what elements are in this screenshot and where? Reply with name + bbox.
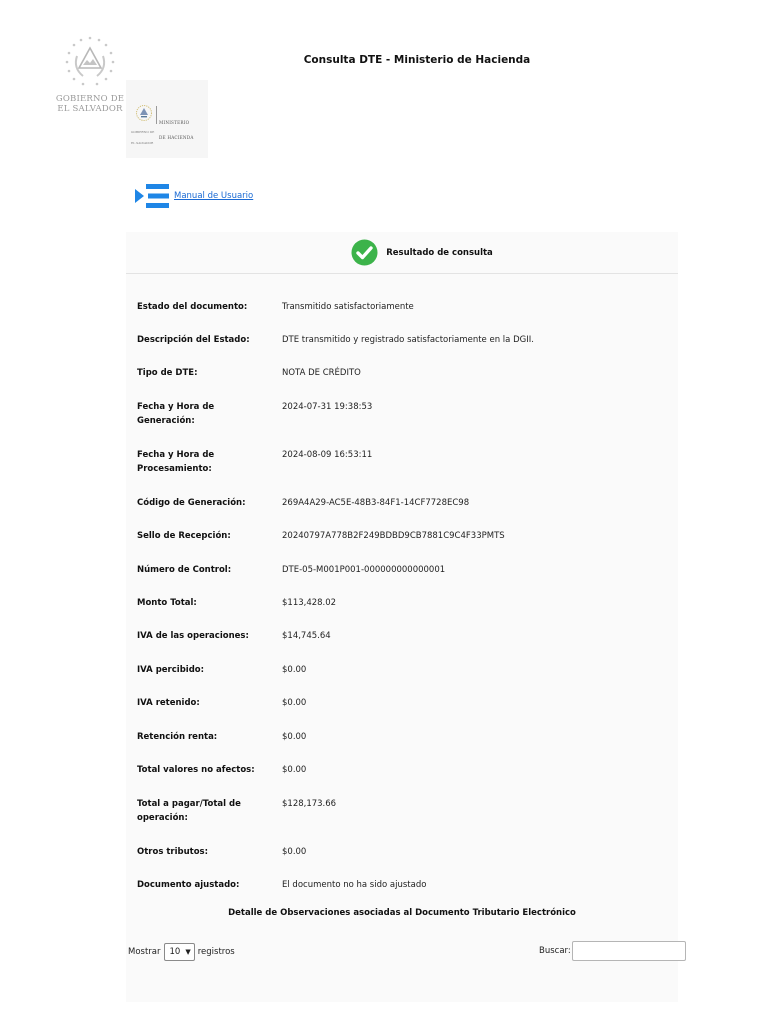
- documento-ajustado-label: Documento ajustado:: [137, 880, 240, 890]
- chevron-down-icon: ▼: [185, 948, 191, 956]
- monto-total-label: Monto Total:: [137, 598, 197, 608]
- ministerio-hacienda-logo: [126, 80, 208, 158]
- descripcion-value: DTE transmitido y registrado satisfactoriamente en la DGII.: [282, 335, 534, 345]
- gov-logo-line2: EL SALVADOR: [57, 104, 123, 114]
- codigo-generacion-label: Código de Generación:: [137, 498, 246, 508]
- tipo-dte-value: NOTA DE CRÉDITO: [282, 368, 361, 378]
- page-title: Consulta DTE - Ministerio de Hacienda: [303, 54, 531, 66]
- logo-divider: [156, 106, 157, 124]
- page-length-select[interactable]: [164, 943, 195, 961]
- search-input[interactable]: [572, 941, 686, 961]
- numero-control-value: DTE-05-M001P001-000000000000001: [282, 565, 446, 575]
- page-length-value: 10: [169, 947, 181, 957]
- retencion-renta-label: Retención renta:: [137, 732, 218, 742]
- search-control: [539, 941, 686, 961]
- monto-total-value: $113,428.02: [282, 598, 337, 608]
- valores-no-afectos-label: Total valores no afectos:: [137, 765, 255, 775]
- total-pagar-label: Total a pagar/Total de operación:: [137, 799, 241, 823]
- mh-logo-line2: DE HACIENDA: [159, 135, 194, 140]
- iva-operaciones-value: $14,745.64: [282, 631, 331, 641]
- ministerio-seal-icon: [135, 104, 153, 122]
- tipo-dte-label: Tipo de DTE:: [137, 368, 198, 378]
- check-circle-icon: [351, 239, 378, 266]
- iva-retenido-value: $0.00: [282, 698, 307, 708]
- mh-logo-line1: MINISTERIO: [159, 120, 190, 125]
- iva-percibido-value: $0.00: [282, 665, 307, 675]
- fecha-procesamiento-label: Fecha y Hora de Procesamiento:: [137, 450, 215, 474]
- page-length-control: [128, 943, 235, 961]
- manual-de-usuario[interactable]: [134, 180, 253, 212]
- fecha-procesamiento-value: 2024-08-09 16:53:11: [282, 450, 373, 460]
- fecha-generacion-value: 2024-07-31 19:38:53: [282, 402, 373, 412]
- gov-logo-line1: GOBIERNO DE: [55, 94, 125, 104]
- sello-recepcion-value: 20240797A778B2F249BDBD9CB7881C9C4F33PMTS: [282, 531, 505, 541]
- result-title: Resultado de consulta: [386, 247, 493, 258]
- observaciones-title: Detalle de Observaciones asociadas al Documento Tributario Electrónico: [228, 908, 576, 918]
- manual-de-usuario-link[interactable]: Manual de Usuario: [174, 191, 254, 201]
- mh-logo-sub2: EL SALVADOR: [131, 140, 154, 145]
- otros-tributos-label: Otros tributos:: [137, 847, 209, 857]
- iva-percibido-label: IVA percibido:: [137, 665, 205, 675]
- mh-logo-sub1: GOBIERNO DE: [131, 130, 155, 135]
- total-pagar-value: $128,173.66: [282, 799, 337, 809]
- codigo-generacion-value: 269A4A29-AC5E-48B3-84F1-14CF7728EC98: [282, 498, 470, 508]
- result-card: [126, 232, 678, 1002]
- valores-no-afectos-value: $0.00: [282, 765, 307, 775]
- iva-operaciones-label: IVA de las operaciones:: [137, 631, 249, 641]
- documento-ajustado-value: El documento no ha sido ajustado: [282, 880, 427, 890]
- retencion-renta-value: $0.00: [282, 732, 307, 742]
- estado-value: Transmitido satisfactoriamente: [282, 302, 414, 312]
- sello-recepcion-label: Sello de Recepción:: [137, 531, 231, 541]
- manual-menu-icon[interactable]: [134, 181, 170, 211]
- show-suffix-label: registros: [197, 947, 235, 957]
- iva-retenido-label: IVA retenido:: [137, 698, 200, 708]
- estado-label: Estado del documento:: [137, 302, 248, 312]
- search-label: Buscar:: [539, 946, 571, 956]
- numero-control-label: Número de Control:: [137, 565, 232, 575]
- otros-tributos-value: $0.00: [282, 847, 307, 857]
- gobierno-el-salvador-logo: [54, 34, 126, 114]
- el-salvador-coat-of-arms-icon: [61, 34, 119, 90]
- show-prefix-label: Mostrar: [128, 947, 161, 957]
- result-header: [126, 232, 678, 274]
- fecha-generacion-label: Fecha y Hora de Generación:: [137, 402, 215, 426]
- descripcion-label: Descripción del Estado:: [137, 335, 250, 345]
